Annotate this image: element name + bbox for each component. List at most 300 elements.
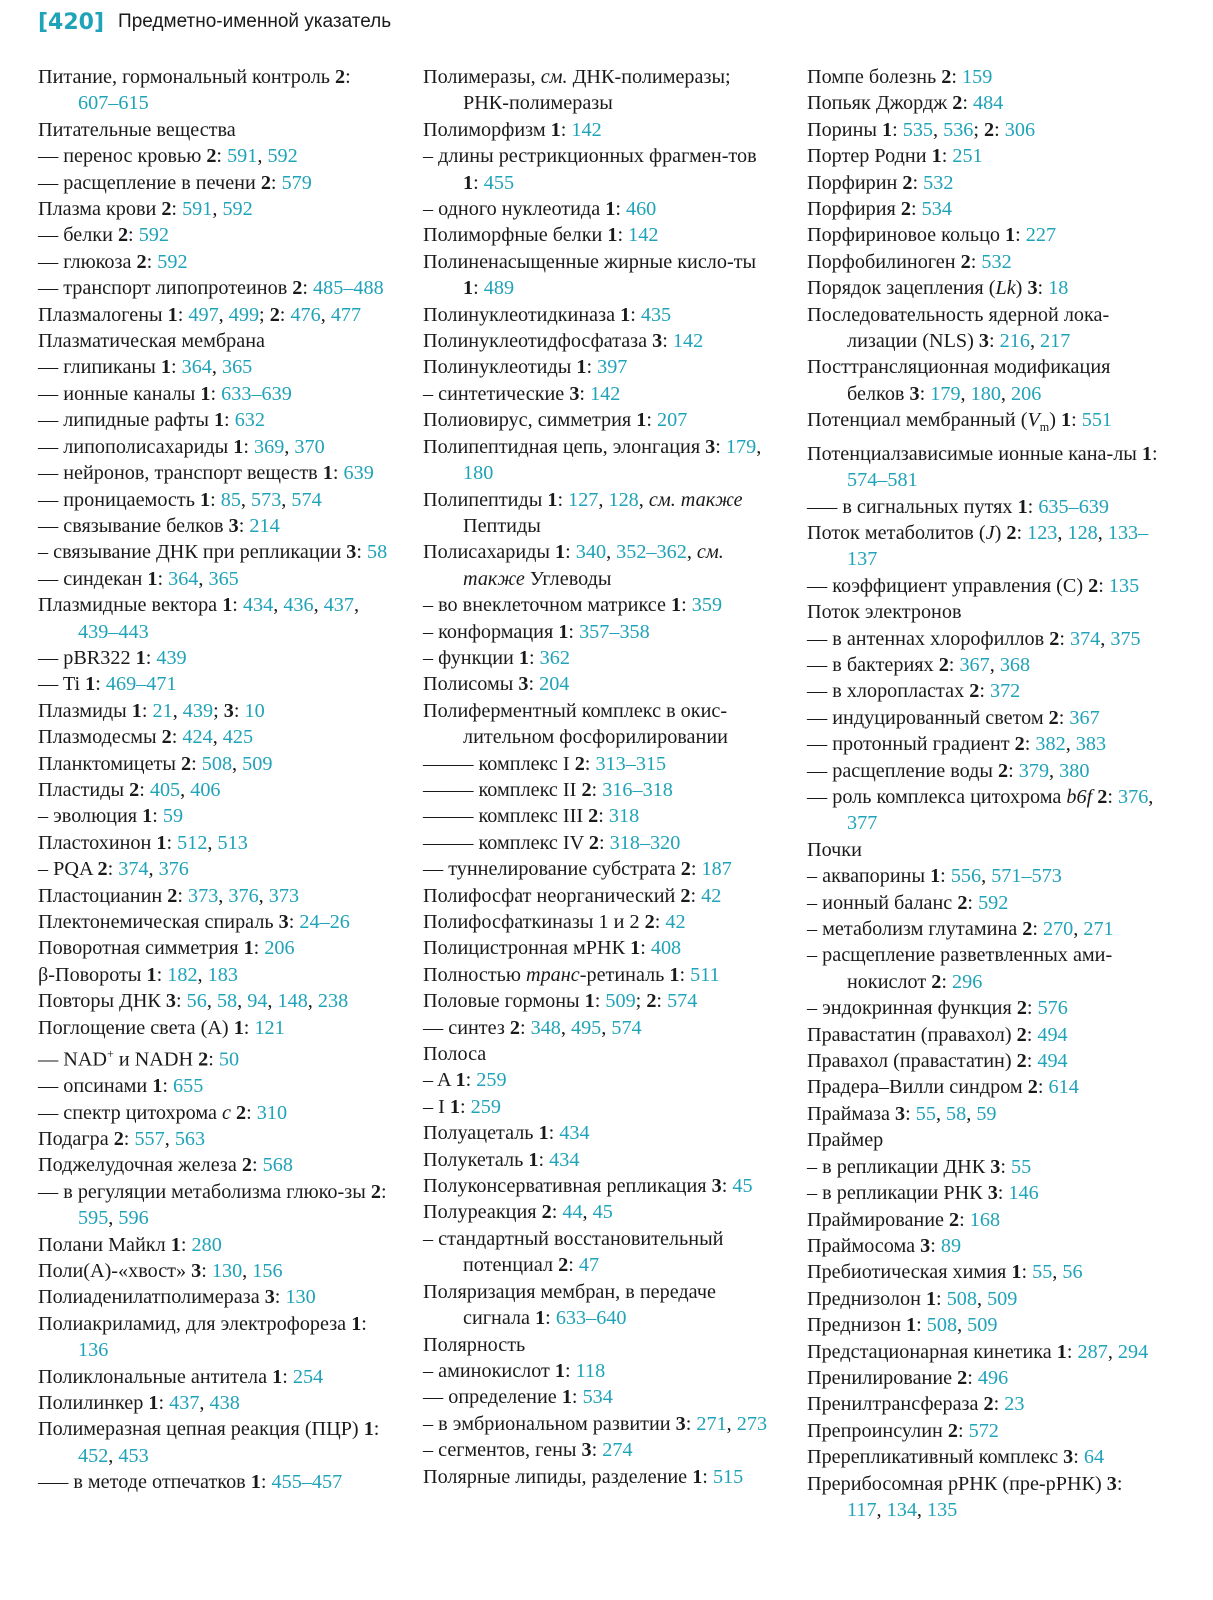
page-reference: 206 bbox=[1011, 382, 1042, 405]
page-number: [420] bbox=[38, 9, 105, 35]
entry-text: : bbox=[243, 435, 255, 458]
entry-text: Пластоцианин bbox=[38, 884, 168, 907]
entry-text: , bbox=[1097, 521, 1108, 544]
index-entry bbox=[38, 1015, 390, 1041]
index-entry bbox=[423, 1384, 775, 1410]
entry-text: : bbox=[579, 382, 591, 405]
entry-text: , bbox=[981, 865, 992, 888]
page-reference: 318 bbox=[608, 805, 640, 828]
page-reference: 484 bbox=[972, 92, 1004, 115]
index-entry bbox=[423, 777, 775, 803]
entry-text: : bbox=[930, 1234, 941, 1257]
entry-text: : bbox=[158, 1392, 170, 1415]
entry-text: –– расщепление воды bbox=[807, 759, 998, 782]
index-entry bbox=[807, 494, 1159, 520]
entry-text: Посттрансляционная модификация белков bbox=[807, 356, 1111, 405]
index-entry bbox=[807, 599, 1159, 625]
entry-text: , bbox=[976, 1287, 988, 1310]
volume-number: 3 bbox=[223, 699, 234, 722]
volume-number: 1 bbox=[147, 567, 158, 590]
index-entry bbox=[38, 460, 390, 486]
entry-text: : bbox=[519, 1016, 531, 1039]
entry-text: , bbox=[257, 145, 268, 168]
entry-text: –– pBR322 bbox=[38, 646, 136, 669]
entry-text: : bbox=[591, 1439, 603, 1462]
page-reference: 214 bbox=[249, 514, 280, 537]
subscript: m bbox=[1039, 420, 1050, 435]
index-entry bbox=[807, 837, 1159, 863]
page-reference: 59 bbox=[976, 1102, 997, 1125]
entry-text: ; bbox=[973, 118, 985, 141]
page-reference: 128 bbox=[1067, 521, 1098, 544]
entry-text: : bbox=[201, 1260, 212, 1283]
volume-number: 2 bbox=[136, 250, 147, 273]
index-entry bbox=[807, 1127, 1159, 1153]
entry-text: –– протонный градиент bbox=[807, 733, 1015, 756]
index-entry bbox=[423, 64, 775, 117]
volume-number: 1 bbox=[322, 462, 333, 485]
entry-text: : bbox=[1037, 1076, 1049, 1099]
volume-number: 2 bbox=[680, 858, 691, 881]
entry-text: Потенциал мембранный ( bbox=[807, 409, 1028, 432]
entry-text: –– определение bbox=[423, 1386, 562, 1409]
page-reference: 499 bbox=[228, 303, 260, 326]
entry-text: : bbox=[565, 541, 576, 564]
entry-text: Плазматическая мембрана bbox=[38, 330, 265, 353]
volume-number: 1 bbox=[550, 118, 561, 141]
entry-text: : bbox=[1032, 918, 1043, 941]
entry-text: Питание, гормональный контроль bbox=[38, 66, 336, 88]
page-reference: 135 bbox=[927, 1498, 958, 1521]
volume-number: 3 bbox=[518, 673, 529, 696]
index-entry bbox=[38, 222, 390, 248]
volume-number: 2 bbox=[509, 1016, 520, 1039]
entry-text: Полинуклеотиды bbox=[423, 356, 577, 379]
entry-text: : bbox=[156, 963, 168, 986]
volume-number: 1 bbox=[160, 356, 171, 379]
page-reference: 270 bbox=[1042, 918, 1074, 941]
volume-number: 1 bbox=[906, 1314, 917, 1337]
page-reference: 614 bbox=[1048, 1076, 1079, 1099]
entry-text: –– белки bbox=[38, 224, 118, 247]
page-reference: 45 bbox=[732, 1175, 753, 1198]
entry-text: – стандартный восстановительный потенциал bbox=[423, 1227, 724, 1277]
index-entry bbox=[807, 705, 1159, 731]
entry-text: , bbox=[1057, 521, 1068, 544]
page-reference: 509 bbox=[987, 1287, 1018, 1310]
entry-text: ––––– комплекс II bbox=[423, 778, 582, 801]
volume-number: 2 bbox=[644, 911, 655, 933]
italic-text: см. также bbox=[648, 488, 743, 511]
page-reference: 382 bbox=[1035, 733, 1066, 756]
entry-text: : bbox=[141, 699, 153, 722]
page-reference: 367 bbox=[1069, 706, 1100, 729]
entry-text: , bbox=[756, 435, 762, 458]
entry-text: Порфирин bbox=[807, 171, 903, 194]
entry-text: – PQA bbox=[38, 858, 98, 881]
entry-text: , bbox=[1148, 786, 1154, 808]
volume-number: 2 bbox=[941, 66, 952, 88]
index-entry bbox=[423, 1173, 775, 1199]
index-entry bbox=[38, 1258, 390, 1284]
entry-text: Предстационарная кинетика bbox=[807, 1340, 1057, 1363]
index-entry bbox=[807, 916, 1159, 942]
volume-number: 2 bbox=[960, 250, 971, 273]
entry-text: , bbox=[218, 884, 229, 907]
page-reference: 217 bbox=[1040, 330, 1071, 353]
page-reference: 532 bbox=[923, 171, 954, 194]
entry-text: Полиморфные белки bbox=[423, 224, 608, 247]
volume-number: 1 bbox=[930, 865, 941, 888]
page-reference: 296 bbox=[952, 970, 983, 993]
entry-text: Полуконсервативная репликация bbox=[423, 1175, 712, 1198]
entry-text: : bbox=[361, 1312, 367, 1335]
index-entry bbox=[807, 1286, 1159, 1312]
index-entry bbox=[807, 1022, 1159, 1048]
page-reference: 179 bbox=[930, 382, 961, 405]
page-reference: 495 bbox=[570, 1016, 602, 1039]
index-entry bbox=[38, 592, 390, 645]
volume-number: 2 bbox=[646, 990, 657, 1013]
page-reference: 121 bbox=[254, 1016, 285, 1039]
entry-text: : bbox=[591, 778, 603, 801]
volume-number: 1 bbox=[547, 488, 558, 511]
index-entry bbox=[807, 222, 1159, 248]
volume-number: 1 bbox=[607, 224, 618, 247]
volume-number: 1 bbox=[535, 1307, 546, 1330]
page-reference: 494 bbox=[1037, 1050, 1068, 1073]
entry-text: –– расщепление в печени bbox=[38, 171, 261, 194]
entry-text: Праймер bbox=[807, 1129, 884, 1152]
page-reference: 485–488 bbox=[313, 277, 384, 300]
volume-number: 1 bbox=[213, 409, 225, 432]
entry-text: –– проницаемость bbox=[38, 488, 200, 511]
volume-number: 1 bbox=[528, 1148, 539, 1171]
entry-text: : bbox=[548, 1122, 560, 1145]
entry-text: : bbox=[599, 831, 610, 854]
index-entry bbox=[423, 1199, 775, 1225]
entry-text: : bbox=[180, 1233, 192, 1256]
index-entry bbox=[807, 890, 1159, 916]
page-reference: 425 bbox=[222, 726, 254, 749]
page-reference: 571–573 bbox=[991, 865, 1062, 888]
page-reference: 535 bbox=[902, 118, 934, 141]
entry-text: Пренилтрансфераза bbox=[807, 1393, 984, 1416]
entry-text: – функции bbox=[423, 646, 519, 669]
page-reference: 376 bbox=[158, 858, 189, 881]
entry-text: : bbox=[1152, 442, 1158, 465]
volume-number: 1 bbox=[671, 594, 682, 617]
index-entry bbox=[807, 1259, 1159, 1285]
index-entry bbox=[423, 407, 775, 433]
entry-text: : bbox=[568, 620, 580, 643]
volume-number: 3 bbox=[705, 435, 716, 458]
entry-text: Плектонемическая спираль bbox=[38, 911, 279, 933]
index-entry bbox=[423, 196, 775, 222]
entry-text: : bbox=[584, 752, 596, 775]
italic-text: транс bbox=[526, 963, 580, 986]
entry-text: : bbox=[1024, 733, 1036, 756]
page-reference: 306 bbox=[1004, 118, 1036, 141]
index-entry bbox=[423, 1094, 775, 1120]
index-entry bbox=[38, 434, 390, 460]
page-reference: 592 bbox=[157, 250, 188, 273]
volume-number: 3 bbox=[1027, 277, 1038, 300]
page-reference: 42 bbox=[701, 884, 722, 907]
entry-text: –– ионные каналы bbox=[38, 382, 201, 405]
entry-text: : bbox=[191, 752, 202, 775]
entry-text: : bbox=[1073, 1446, 1084, 1469]
entry-text: : bbox=[721, 1175, 733, 1198]
page-reference: 439 bbox=[156, 646, 187, 669]
entry-text: –– в бактериях bbox=[807, 653, 939, 676]
volume-number: 2 bbox=[370, 1180, 381, 1203]
page-header bbox=[38, 6, 391, 38]
entry-text: : bbox=[1000, 1155, 1011, 1178]
entry-text: : bbox=[1016, 521, 1028, 544]
entry-text: : bbox=[139, 778, 150, 801]
entry-text: – аминокислот bbox=[423, 1359, 555, 1382]
entry-text: Поджелудочная железа bbox=[38, 1154, 242, 1177]
entry-text: , bbox=[638, 488, 649, 511]
entry-text: Препроинсулин bbox=[807, 1419, 948, 1442]
page-reference: 251 bbox=[952, 145, 983, 168]
page-reference: 146 bbox=[1008, 1182, 1039, 1205]
index-entry bbox=[807, 1418, 1159, 1444]
entry-text: – в репликации ДНК bbox=[807, 1155, 991, 1178]
volume-number: 2 bbox=[680, 884, 691, 907]
index-entry bbox=[38, 302, 390, 328]
index-entry bbox=[38, 1232, 390, 1258]
index-entry bbox=[423, 962, 775, 988]
index-entry bbox=[38, 170, 390, 196]
entry-text: , bbox=[206, 990, 217, 1013]
page-reference: 142 bbox=[571, 118, 602, 141]
page-reference: 511 bbox=[690, 963, 720, 986]
entry-text: Почки bbox=[807, 838, 862, 861]
entry-text: – сегментов, гены bbox=[423, 1439, 582, 1462]
entry-text: – в репликации РНК bbox=[807, 1182, 988, 1205]
page-reference: 204 bbox=[539, 673, 570, 696]
page-reference: 607–615 bbox=[78, 92, 149, 115]
entry-text: –– в регуляции метаболизма глюко-зы bbox=[38, 1180, 371, 1203]
entry-text: : bbox=[936, 1287, 947, 1310]
volume-number: 2 bbox=[1022, 918, 1033, 941]
volume-number: 2 bbox=[998, 759, 1009, 782]
entry-text: : bbox=[157, 567, 169, 590]
page-reference: 406 bbox=[190, 778, 221, 801]
page-reference: 512 bbox=[177, 831, 208, 854]
index-entry bbox=[807, 652, 1159, 678]
index-entry bbox=[38, 328, 390, 354]
volume-number: 1 bbox=[463, 277, 474, 300]
index-entry bbox=[38, 196, 390, 222]
entry-text: Порядок зацепления ( bbox=[807, 277, 996, 300]
entry-text: : bbox=[940, 865, 951, 888]
entry-text: , bbox=[273, 594, 284, 617]
volume-number: 2 bbox=[198, 1048, 209, 1071]
entry-text: –– спектр цитохрома bbox=[38, 1101, 223, 1124]
volume-number: 1 bbox=[152, 1075, 163, 1098]
index-entry bbox=[423, 1120, 775, 1146]
volume-number: 1 bbox=[167, 303, 178, 326]
entry-text: : bbox=[145, 646, 157, 669]
volume-number: 1 bbox=[455, 1069, 466, 1092]
index-entry bbox=[38, 830, 390, 856]
volume-number: 3 bbox=[920, 1234, 931, 1257]
page-reference: 373 bbox=[268, 884, 300, 907]
entry-text: β-Повороты bbox=[38, 963, 147, 986]
volume-number: 2 bbox=[161, 726, 172, 749]
entry-text: , bbox=[601, 1016, 612, 1039]
index-entry bbox=[423, 1332, 775, 1358]
page-reference: 453 bbox=[118, 1444, 149, 1467]
running-title: Предметно-именной указатель bbox=[118, 11, 392, 32]
entry-text: Полилинкер bbox=[38, 1392, 149, 1415]
entry-text: : bbox=[598, 805, 609, 828]
index-entry bbox=[807, 758, 1159, 784]
index-entry bbox=[38, 143, 390, 169]
page-reference: 340 bbox=[575, 541, 607, 564]
entry-text: – A bbox=[423, 1069, 456, 1092]
entry-text: : bbox=[166, 831, 178, 854]
page-reference: 364 bbox=[181, 356, 212, 379]
volume-number: 1 bbox=[538, 1122, 549, 1145]
entry-text: – эволюция bbox=[38, 805, 143, 828]
index-entry bbox=[38, 1073, 390, 1099]
entry-text: Порфобилиноген bbox=[807, 250, 961, 273]
entry-text: : bbox=[332, 462, 344, 485]
entry-text: : bbox=[233, 699, 245, 722]
entry-text: Углеводы bbox=[524, 567, 612, 590]
entry-text: : bbox=[373, 1418, 380, 1441]
italic-text: см. также bbox=[463, 541, 724, 590]
entry-text: – связывание ДНК при репликации bbox=[38, 541, 347, 564]
entry-text: : bbox=[302, 277, 314, 300]
entry-text: : bbox=[224, 409, 235, 432]
index-entry bbox=[807, 1391, 1159, 1417]
index-entry bbox=[807, 1074, 1159, 1100]
index-entry bbox=[807, 1233, 1159, 1259]
page-reference: 21 bbox=[152, 699, 173, 722]
page-reference: 574 bbox=[667, 990, 698, 1013]
page-reference: 551 bbox=[1081, 409, 1113, 432]
page-reference: 271 bbox=[1083, 918, 1114, 941]
index-entry bbox=[807, 1312, 1159, 1338]
index-entry bbox=[38, 249, 390, 275]
page-reference: 376 bbox=[1118, 786, 1149, 808]
entry-text: –– глюкоза bbox=[38, 250, 137, 273]
entry-text: ДНК-полимеразы; РНК-полимеразы bbox=[463, 66, 731, 115]
entry-text: –– Ti bbox=[38, 673, 86, 696]
entry-text: Полицистронная мРНК bbox=[423, 937, 631, 960]
entry-text: : bbox=[1026, 997, 1038, 1020]
volume-number: 1 bbox=[636, 409, 647, 432]
volume-number: 2 bbox=[1048, 706, 1059, 729]
entry-text: : bbox=[997, 1182, 1009, 1205]
volume-number: 2 bbox=[1016, 1050, 1027, 1073]
index-entry bbox=[38, 751, 390, 777]
index-entry bbox=[423, 1279, 775, 1332]
entry-text: Поворотная симметрия bbox=[38, 937, 244, 960]
index-entry bbox=[807, 1180, 1159, 1206]
page-reference: 273 bbox=[736, 1412, 768, 1435]
index-entry bbox=[423, 883, 775, 909]
volume-number: 3 bbox=[165, 990, 177, 1013]
entry-text: : bbox=[279, 303, 291, 326]
entry-text: : bbox=[238, 514, 250, 537]
italic-text: см. bbox=[540, 66, 568, 88]
index-entry bbox=[38, 724, 390, 750]
volume-number: 1 bbox=[243, 937, 254, 960]
volume-number: 3 bbox=[978, 330, 989, 353]
page-reference: 182 bbox=[167, 963, 198, 986]
volume-number: 2 bbox=[181, 752, 192, 775]
entry-text: Правахол (правастатин) bbox=[807, 1050, 1017, 1073]
volume-number: 3 bbox=[675, 1412, 686, 1435]
entry-text: : bbox=[171, 726, 183, 749]
page-reference: 367 bbox=[959, 653, 990, 676]
index-entry bbox=[423, 434, 775, 487]
entry-text: , bbox=[933, 118, 944, 141]
volume-number: 1 bbox=[449, 1095, 461, 1118]
entry-text: , bbox=[989, 653, 1000, 676]
index-entry bbox=[423, 354, 775, 380]
page-reference: 424 bbox=[182, 726, 213, 749]
page-reference: 369 bbox=[254, 435, 285, 458]
index-entry bbox=[423, 222, 775, 248]
page-reference: 187 bbox=[701, 858, 732, 881]
entry-text: , bbox=[1049, 759, 1060, 782]
entry-text: – синтетические bbox=[423, 382, 570, 405]
entry-text: : bbox=[152, 805, 163, 828]
index-entry bbox=[423, 671, 775, 697]
entry-text: Пререпликативный комплекс bbox=[807, 1446, 1064, 1469]
entry-text: , bbox=[935, 1102, 947, 1125]
entry-text: Полимеразная цепная реакция (ПЦР) bbox=[38, 1418, 364, 1441]
index-entry bbox=[38, 698, 390, 724]
entry-text: Полуреакция bbox=[423, 1201, 542, 1224]
index-entry bbox=[38, 354, 390, 380]
index-entry bbox=[38, 856, 390, 882]
page-reference: 56 bbox=[1062, 1261, 1083, 1284]
page-reference: 635–639 bbox=[1038, 495, 1109, 518]
page-reference: 592 bbox=[267, 145, 298, 168]
index-entry bbox=[807, 626, 1159, 652]
entry-text: – одного нуклеотида bbox=[423, 198, 606, 221]
entry-text: Пребиотическая химия bbox=[807, 1261, 1012, 1284]
index-entry bbox=[423, 1015, 775, 1041]
entry-text: : bbox=[948, 653, 960, 676]
entry-text: : bbox=[551, 1201, 563, 1224]
volume-number: 1 bbox=[351, 1312, 362, 1335]
entry-text: Полиовирус, симметрия bbox=[423, 409, 637, 432]
volume-number: 1 bbox=[1005, 224, 1016, 247]
entry-text: : bbox=[1021, 1261, 1033, 1284]
volume-number: 2 bbox=[900, 198, 911, 221]
entry-text: : bbox=[1107, 786, 1118, 808]
page-reference: 497 bbox=[188, 303, 219, 326]
index-entry bbox=[38, 566, 390, 592]
page-reference: 455 bbox=[483, 171, 515, 194]
entry-text: : bbox=[646, 409, 658, 432]
entry-text: , bbox=[916, 1498, 928, 1521]
volume-number: 2 bbox=[236, 1101, 247, 1124]
volume-number: 1 bbox=[363, 1418, 374, 1441]
page-reference: 532 bbox=[981, 250, 1012, 273]
entry-text: Полукеталь bbox=[423, 1148, 529, 1171]
volume-number: 2 bbox=[952, 92, 963, 115]
